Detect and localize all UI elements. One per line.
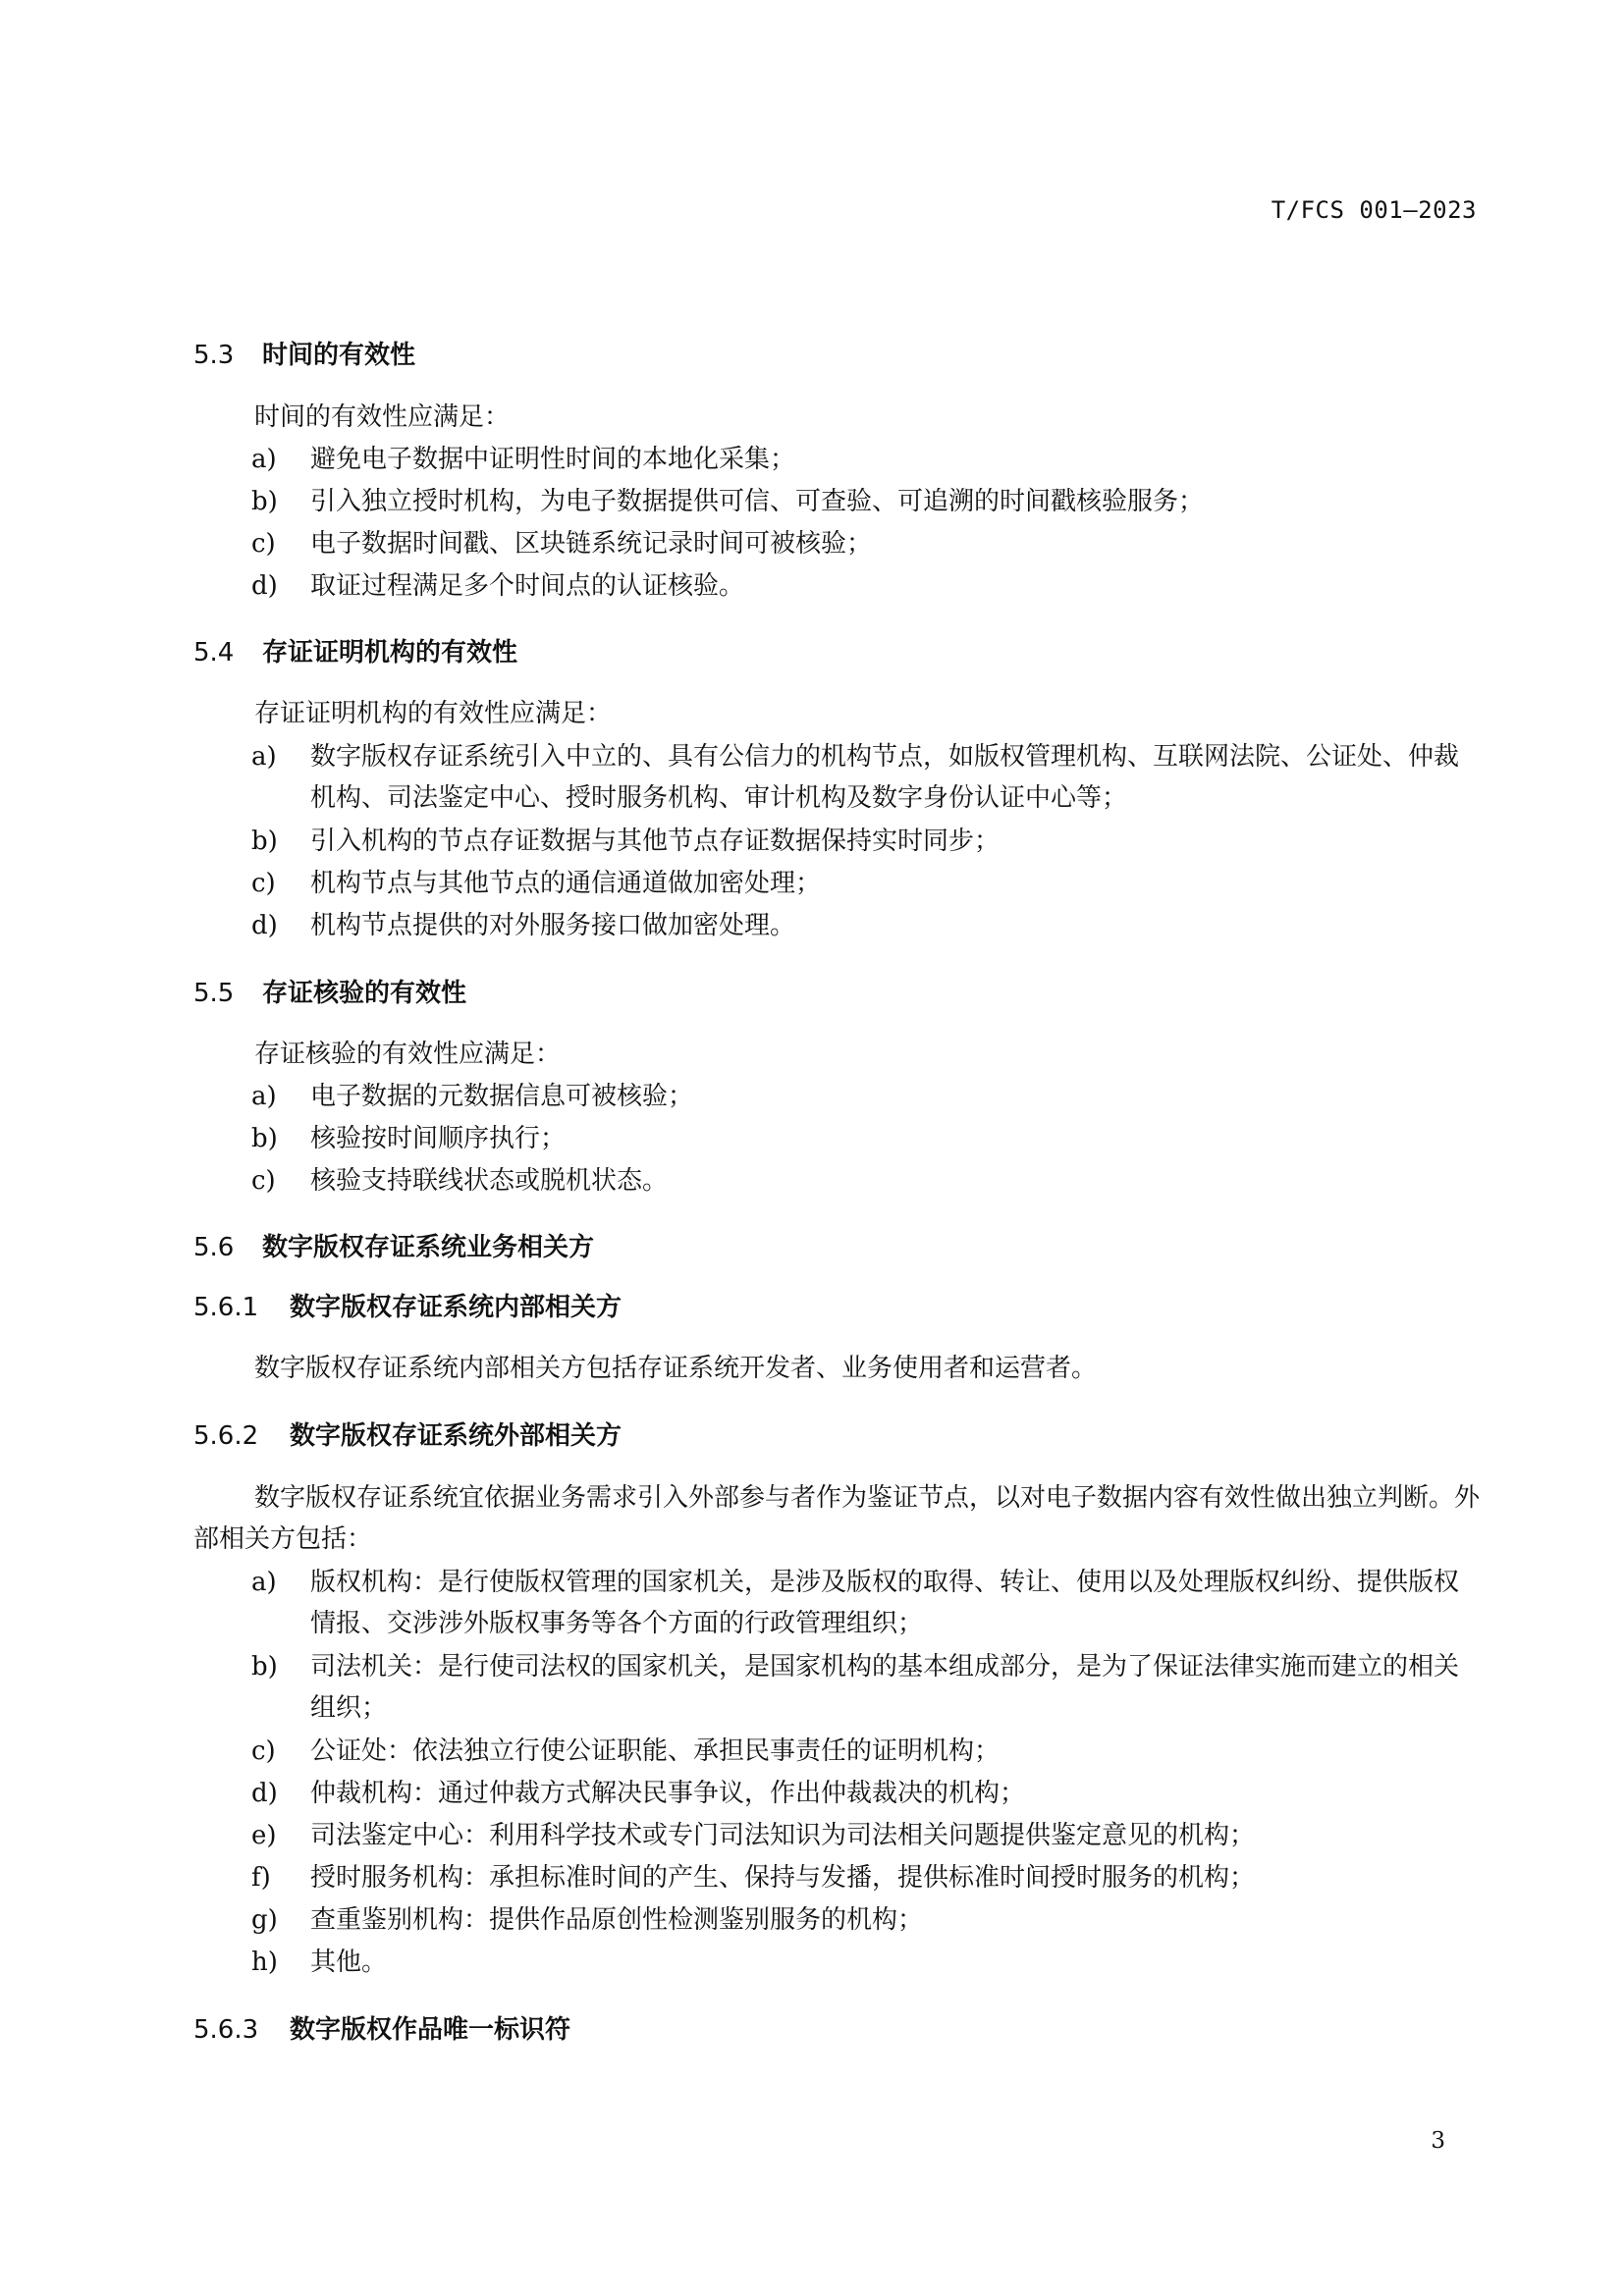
list-item: b) 引入机构的节点存证数据与其他节点存证数据保持实时同步； bbox=[251, 827, 1001, 856]
section-body: 数字版权存证系统内部相关方包括存证系统开发者、业务使用者和运营者。 bbox=[254, 1354, 1098, 1383]
section-intro: 时间的有效性应满足： bbox=[254, 402, 511, 432]
list-item: d) 机构节点提供的对外服务接口做加密处理。 bbox=[251, 911, 796, 940]
section-number: 5.3 bbox=[193, 341, 235, 370]
list-item: a) 避免电子数据中证明性时间的本地化采集； bbox=[251, 445, 796, 474]
section-heading-5-3 bbox=[193, 337, 415, 374]
list-item: a) 数字版权存证系统引入中立的、具有公信力的机构节点，如版权管理机构、互联网法院、公证处、仲裁机构、司法鉴定中心、授时服务机构、审计机构及数字身份认证中心等； bbox=[251, 742, 1460, 813]
list-item: c) 机构节点与其他节点的通信通道做加密处理； bbox=[251, 869, 822, 898]
section-intro: 存证证明机构的有效性应满足： bbox=[254, 699, 613, 728]
section-title: 存证核验的有效性 bbox=[262, 979, 467, 1008]
section-title: 数字版权存证系统内部相关方 bbox=[290, 1293, 623, 1322]
section-body: 数字版权存证系统宜依据业务需求引入外部参与者作为鉴证节点，以对电子数据内容有效性做出独立判断。外部相关方包括： bbox=[193, 1483, 1481, 1554]
list-item: c) 电子数据时间戳、区块链系统记录时间可被核验； bbox=[251, 529, 873, 559]
list-item: f) 授时服务机构：承担标准时间的产生、保持与发播，提供标准时间授时服务的机构； bbox=[251, 1863, 1256, 1893]
list-item: h) 其他。 bbox=[251, 1948, 388, 1977]
list-item: b) 引入独立授时机构，为电子数据提供可信、可查验、可追溯的时间戳核验服务； bbox=[251, 487, 1205, 516]
section-number: 5.6.2 bbox=[193, 1421, 259, 1451]
list-item: a) 电子数据的元数据信息可被核验； bbox=[251, 1082, 694, 1111]
section-heading-5-6-1 bbox=[193, 1289, 622, 1326]
section-title: 数字版权作品唯一标识符 bbox=[290, 2015, 571, 2045]
list-item: e) 司法鉴定中心：利用科学技术或专门司法知识为司法相关问题提供鉴定意见的机构； bbox=[251, 1821, 1256, 1850]
section-number: 5.6.1 bbox=[193, 1293, 259, 1322]
list-item: d) 取证过程满足多个时间点的认证核验。 bbox=[251, 571, 745, 601]
standard-code: T/FCS 001—2023 bbox=[1271, 196, 1477, 224]
section-heading-5-5 bbox=[193, 975, 466, 1012]
list-item: c) 公证处：依法独立行使公证职能、承担民事责任的证明机构； bbox=[251, 1736, 1001, 1766]
section-title: 存证证明机构的有效性 bbox=[262, 638, 518, 667]
section-number: 5.6 bbox=[193, 1233, 235, 1262]
section-heading-5-6 bbox=[193, 1229, 594, 1266]
list-item: b) 核验按时间顺序执行； bbox=[251, 1124, 567, 1153]
list-item: b) 司法机关：是行使司法权的国家机关，是国家机构的基本组成部分，是为了保证法律实施而建立的相关组织； bbox=[251, 1652, 1460, 1723]
list-item: a) 版权机构：是行使版权管理的国家机关，是涉及版权的取得、转让、使用以及处理版权纠纷、提供版权情报、交涉涉外版权事务等各个方面的行政管理组织； bbox=[251, 1568, 1460, 1638]
list-item: g) 查重鉴别机构：提供作品原创性检测鉴别服务的机构； bbox=[251, 1905, 924, 1935]
section-number: 5.6.3 bbox=[193, 2015, 259, 2045]
list-item: c) 核验支持联线状态或脱机状态。 bbox=[251, 1166, 669, 1196]
section-title: 数字版权存证系统外部相关方 bbox=[290, 1421, 623, 1451]
section-number: 5.5 bbox=[193, 979, 235, 1008]
section-number: 5.4 bbox=[193, 638, 235, 667]
section-heading-5-6-3 bbox=[193, 2011, 570, 2049]
section-intro: 存证核验的有效性应满足： bbox=[254, 1040, 562, 1069]
list-item: d) 仲裁机构：通过仲裁方式解决民事争议，作出仲裁裁决的机构； bbox=[251, 1779, 1026, 1808]
section-heading-5-6-2 bbox=[193, 1417, 622, 1455]
section-heading-5-4 bbox=[193, 634, 517, 671]
page-number: 3 bbox=[1431, 2128, 1445, 2154]
section-title: 数字版权存证系统业务相关方 bbox=[262, 1233, 595, 1262]
section-title: 时间的有效性 bbox=[262, 341, 416, 370]
